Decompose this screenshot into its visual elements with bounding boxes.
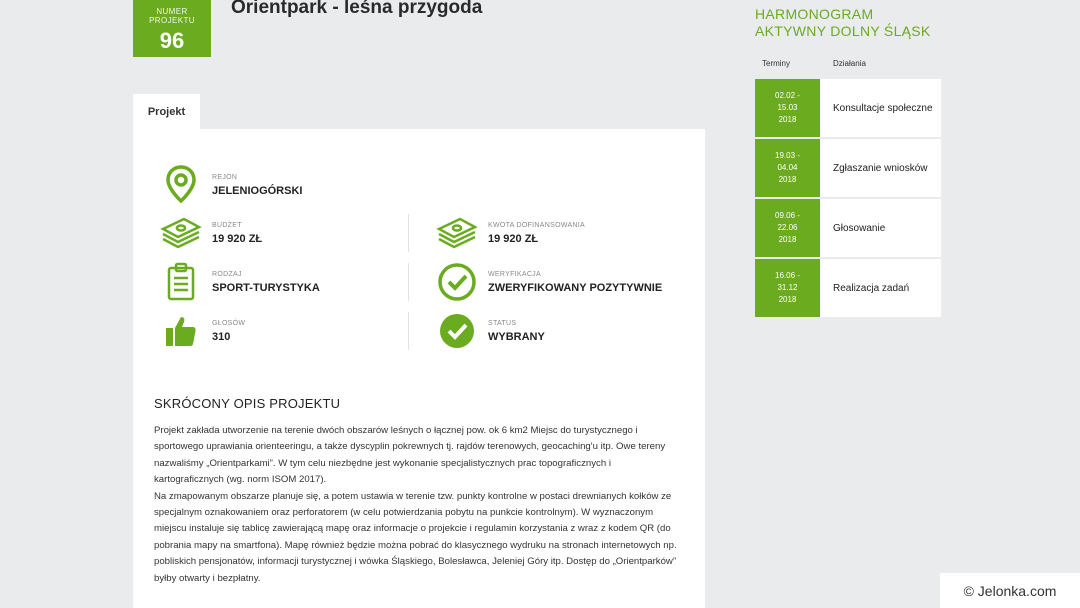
schedule-col-actions: Działania bbox=[833, 59, 866, 68]
budzet-label: BUDŻET bbox=[212, 221, 242, 229]
divider bbox=[408, 214, 409, 252]
schedule-title bbox=[755, 6, 931, 40]
description-title: SKRÓCONY OPIS PROJEKTU bbox=[154, 396, 341, 411]
rejon-label: REJON bbox=[212, 173, 238, 181]
map-pin-icon bbox=[160, 164, 202, 206]
kwota-value: 19 920 ZŁ bbox=[488, 232, 539, 245]
description-paragraph: Na zmapowanym obszarze planuje się, a potem ustawia w terenie tzw. punkty kontrolne w postaci drewnianych kołków ze specjalnym oznakowaniem oraz perforatorem (w celu potwierdzania pobytu na punkcie kontrolnym). W wyznaczonym miejscu instaluje się tablicę zawierającą mapę oraz informacje o projekcie i regulamin korzystania z wraz z kodem QR (do pobrania mapy na smartfona). Mapę również będzie można pobrać do klasycznego wydruku na stronach internetowych np. pobliskich pensjonatów, informacji turystycznej i wówka Śląskiego, Bolesławca, Jeleniej Góry itp. Dostęp do „Orientparków” byłby otwarty i bezpłatny. bbox=[154, 490, 677, 584]
budzet-value: 19 920 ZŁ bbox=[212, 232, 263, 245]
clipboard-icon bbox=[160, 261, 202, 303]
check-circle-icon bbox=[436, 261, 478, 303]
schedule-col-dates: Terminy bbox=[762, 59, 791, 68]
schedule-title-line2: AKTYWNY DOLNY ŚLĄSK bbox=[755, 23, 931, 39]
info-rodzaj bbox=[160, 261, 320, 303]
thumbs-up-icon bbox=[160, 310, 202, 352]
weryfikacja-label: WERYFIKACJA bbox=[488, 270, 541, 278]
status-value: WYBRANY bbox=[488, 330, 545, 343]
weryfikacja-value: ZWERYFIKOWANY POZYTYWNIE bbox=[488, 281, 663, 294]
watermark: © Jelonka.com bbox=[940, 573, 1080, 608]
money-stack-icon bbox=[436, 212, 478, 254]
rodzaj-label: RODZAJ bbox=[212, 270, 242, 278]
project-number-label: NUMER PROJEKTU bbox=[149, 7, 195, 25]
schedule-date: 19.03 - 04.04 2018 bbox=[755, 139, 820, 197]
schedule-row bbox=[755, 259, 941, 317]
info-kwota bbox=[436, 212, 585, 254]
schedule-action: Realizacja zadań bbox=[833, 282, 910, 294]
schedule-action: Zgłaszanie wniosków bbox=[833, 162, 928, 174]
schedule-date: 02.02 - 15.03 2018 bbox=[755, 79, 820, 137]
kwota-label: KWOTA DOFINANSOWANIA bbox=[488, 221, 586, 229]
rodzaj-value: SPORT-TURYSTYKA bbox=[212, 281, 320, 294]
glosow-value: 310 bbox=[212, 330, 231, 343]
schedule-date: 16.06 - 31.12 2018 bbox=[755, 259, 820, 317]
schedule-row bbox=[755, 79, 941, 137]
check-circle-filled-icon bbox=[436, 310, 478, 352]
schedule-date: 09.06 - 22.06 2018 bbox=[755, 199, 820, 257]
info-weryfikacja bbox=[436, 261, 662, 303]
project-number-value: 96 bbox=[159, 28, 185, 53]
rejon-value: JELENIOGÓRSKI bbox=[212, 184, 303, 197]
project-title: Orientpark - leśna przygoda bbox=[231, 0, 483, 18]
divider bbox=[408, 312, 409, 350]
info-glosow bbox=[160, 310, 245, 352]
schedule-title-line1: HARMONOGRAM bbox=[755, 6, 874, 22]
glosow-label: GŁOSÓW bbox=[212, 319, 246, 327]
info-budzet bbox=[160, 212, 262, 254]
status-label: STATUS bbox=[488, 319, 517, 327]
divider bbox=[408, 263, 409, 301]
money-stack-icon bbox=[160, 212, 202, 254]
schedule-row bbox=[755, 139, 941, 197]
tab-projekt[interactable]: Projekt bbox=[133, 94, 200, 129]
description-paragraph: Projekt zakłada utworzenie na terenie dwóch obszarów leśnych o łącznej pow. ok 6 km2 Miejsc do turystycznego i sportowego uprawiania orienteeringu, a także dyscyplin pokrewnych tj. rajdów terenowych, geocaching'u itp. Owe tereny nazwaliśmy „Orientparkami”. W tym celu niezbędne jest wykonanie specjalistycznych prac topograficznych i kartograficznych (wg. norm ISOM 2017). bbox=[154, 425, 666, 486]
project-number-badge bbox=[133, 0, 211, 57]
schedule-action: Konsultacje społeczne bbox=[833, 102, 933, 114]
schedule-row bbox=[755, 199, 941, 257]
info-rejon bbox=[160, 164, 302, 206]
description-body bbox=[154, 423, 681, 587]
schedule-action: Głosowanie bbox=[833, 222, 886, 234]
info-status bbox=[436, 310, 545, 352]
